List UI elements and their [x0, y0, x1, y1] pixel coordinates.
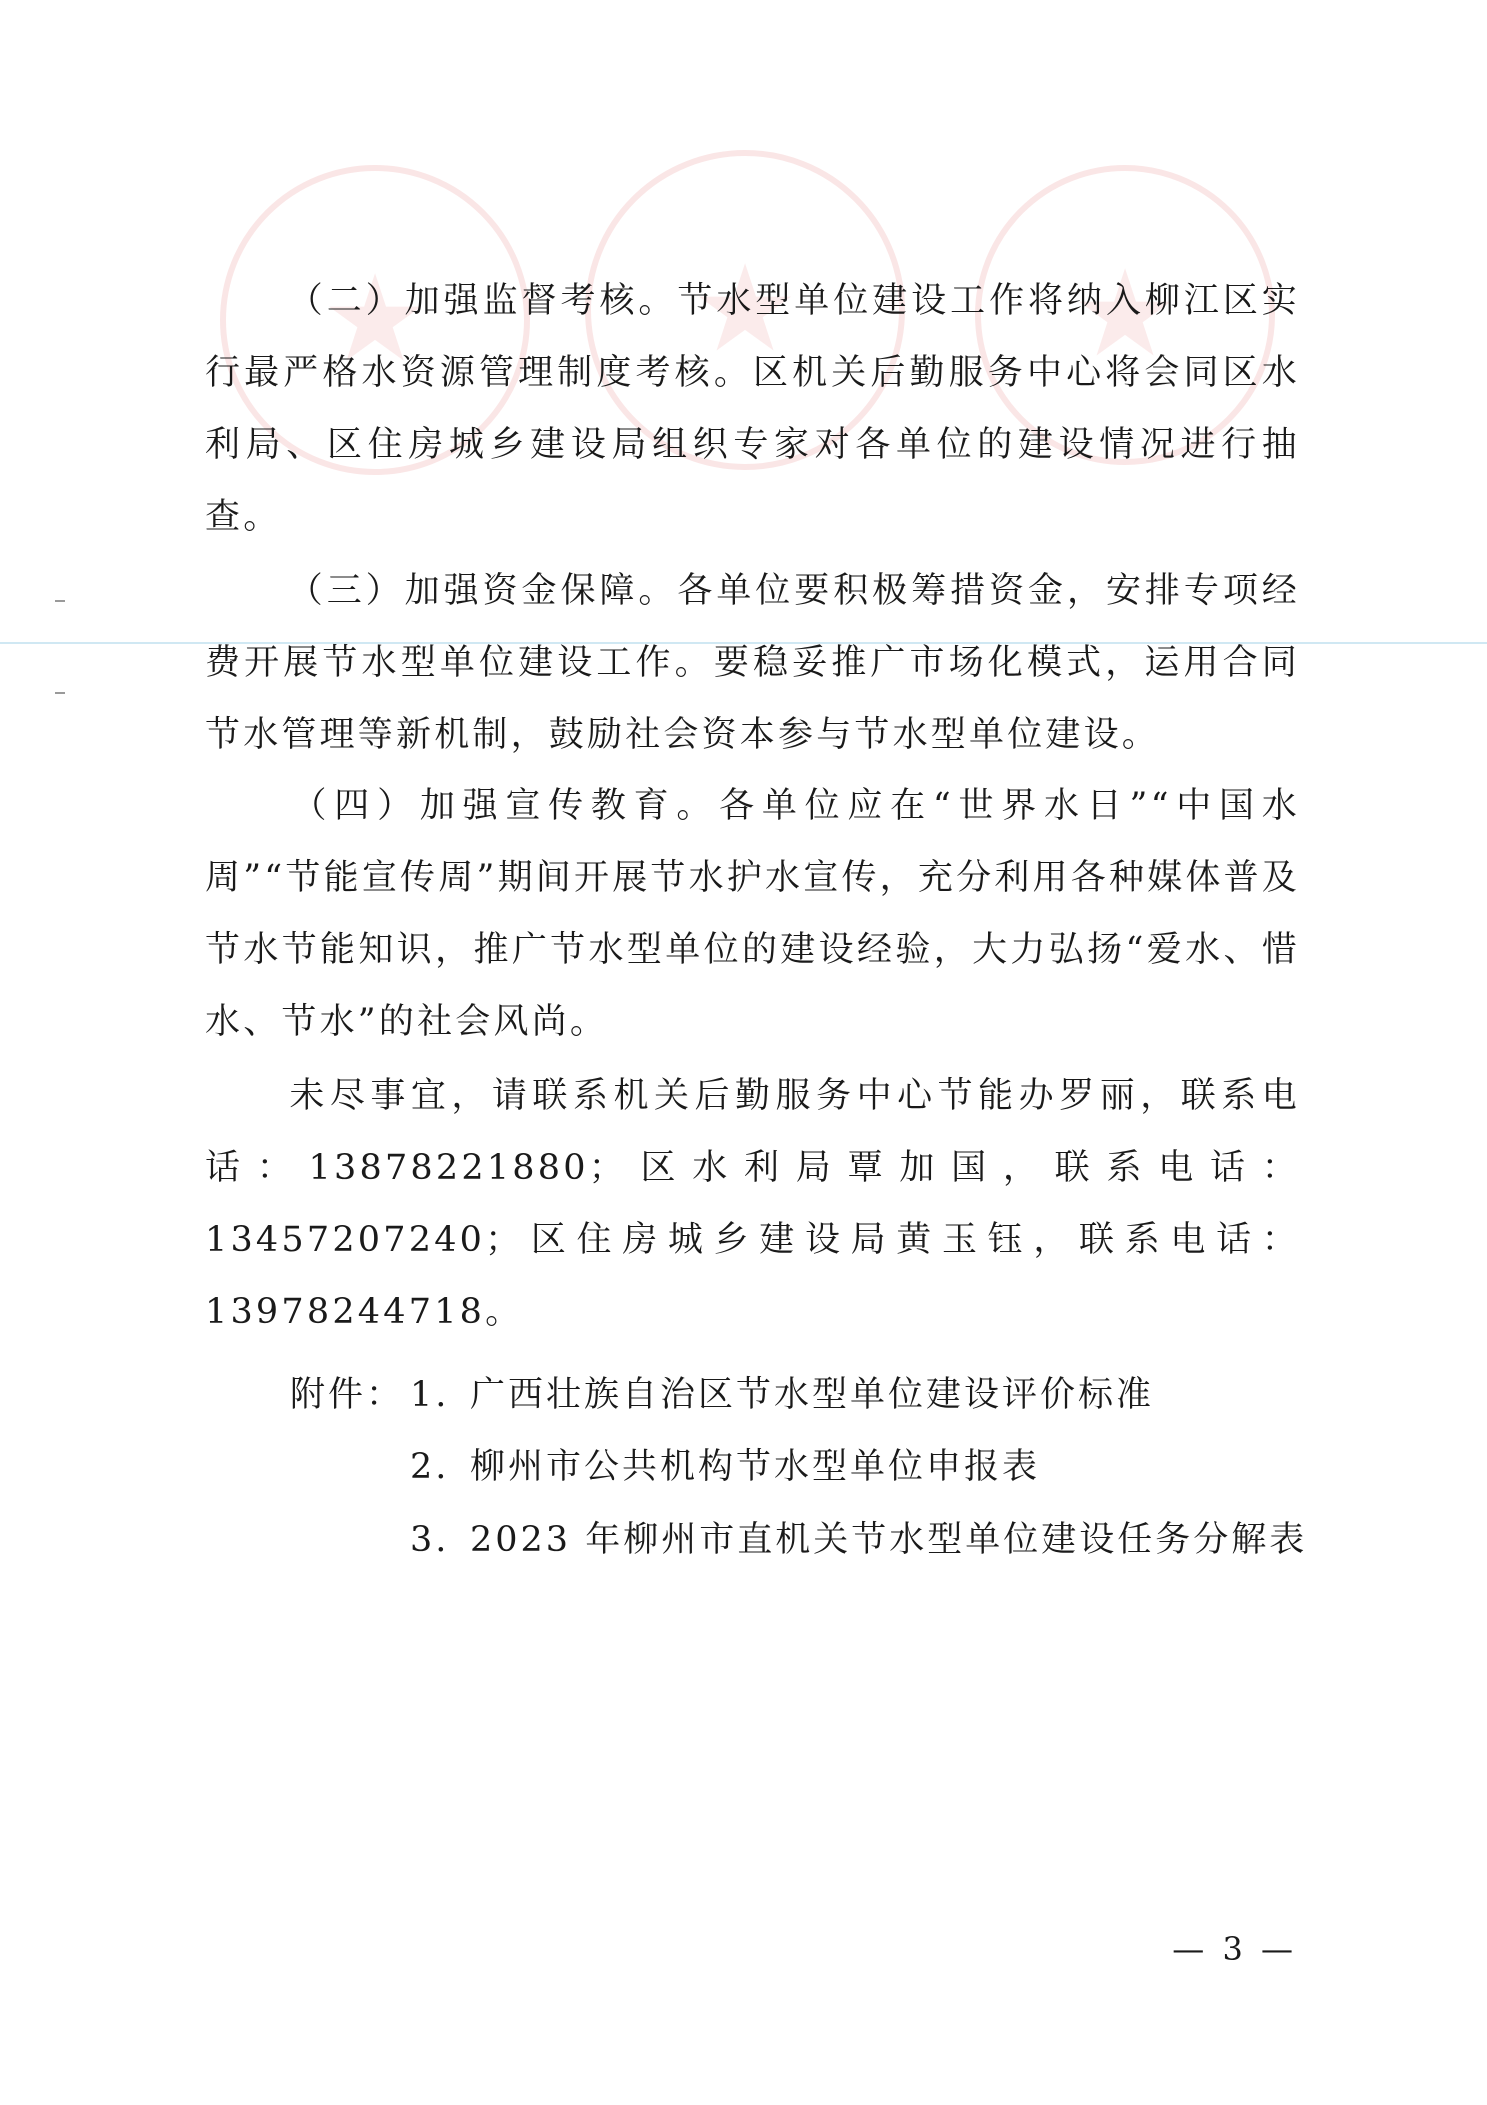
- paragraph-text: （二）加强监督考核。节水型单位建设工作将纳入柳江区实行最严格水资源管理制度考核。区机关后勤服务中心将会同区水利局、区住房城乡建设局组织专家对各单位的建设情况进行抽查。: [205, 281, 1300, 537]
- attachment-item: [410, 1515, 1307, 1565]
- paragraph-contacts: [205, 1060, 1300, 1348]
- attachment-title: 广西壮族自治区节水型单位建设评价标准: [470, 1375, 1155, 1415]
- page-number: — 3 —: [1172, 1930, 1297, 1968]
- margin-mark: [55, 692, 65, 694]
- attachment-number: 1.: [410, 1375, 450, 1415]
- attachment-number: 2.: [410, 1447, 450, 1487]
- attachment-title: 2023 年柳州市直机关节水型单位建设任务分解表: [470, 1520, 1308, 1560]
- paragraph-supervision: [205, 265, 1300, 553]
- attachment-item: [410, 1442, 1040, 1492]
- paragraph-publicity: [205, 770, 1300, 1058]
- seal-star-icon: ★: [321, 250, 429, 389]
- attachment-title: 柳州市公共机构节水型单位申报表: [470, 1447, 1041, 1487]
- seal-star-icon: ★: [1071, 245, 1179, 384]
- paragraph-text: （四）加强宣传教育。各单位应在“世界水日”“中国水周”“节能宣传周”期间开展节水护水宣传，充分利用各种媒体普及节水节能知识，推广节水型单位的建设经验，大力弘扬“爱水、惜水、节水”的社会风尚。: [205, 786, 1300, 1042]
- attachment-number: 3.: [410, 1520, 450, 1560]
- paragraph-funding: [205, 555, 1300, 771]
- margin-mark: [55, 600, 65, 602]
- paragraph-text: （三）加强资金保障。各单位要积极筹措资金，安排专项经费开展节水型单位建设工作。要稳妥推广市场化模式，运用合同节水管理等新机制，鼓励社会资本参与节水型单位建设。: [205, 571, 1300, 755]
- attachments-label: 附件：: [290, 1375, 405, 1415]
- attachment-item: [410, 1370, 1154, 1420]
- paragraph-text: 未尽事宜，请联系机关后勤服务中心节能办罗丽，联系电话：13878221880；区水利局覃加国，联系电话：13457207240；区住房城乡建设局黄玉钰，联系电话：13978244718。: [205, 1076, 1300, 1332]
- seal-star-icon: ★: [691, 240, 799, 379]
